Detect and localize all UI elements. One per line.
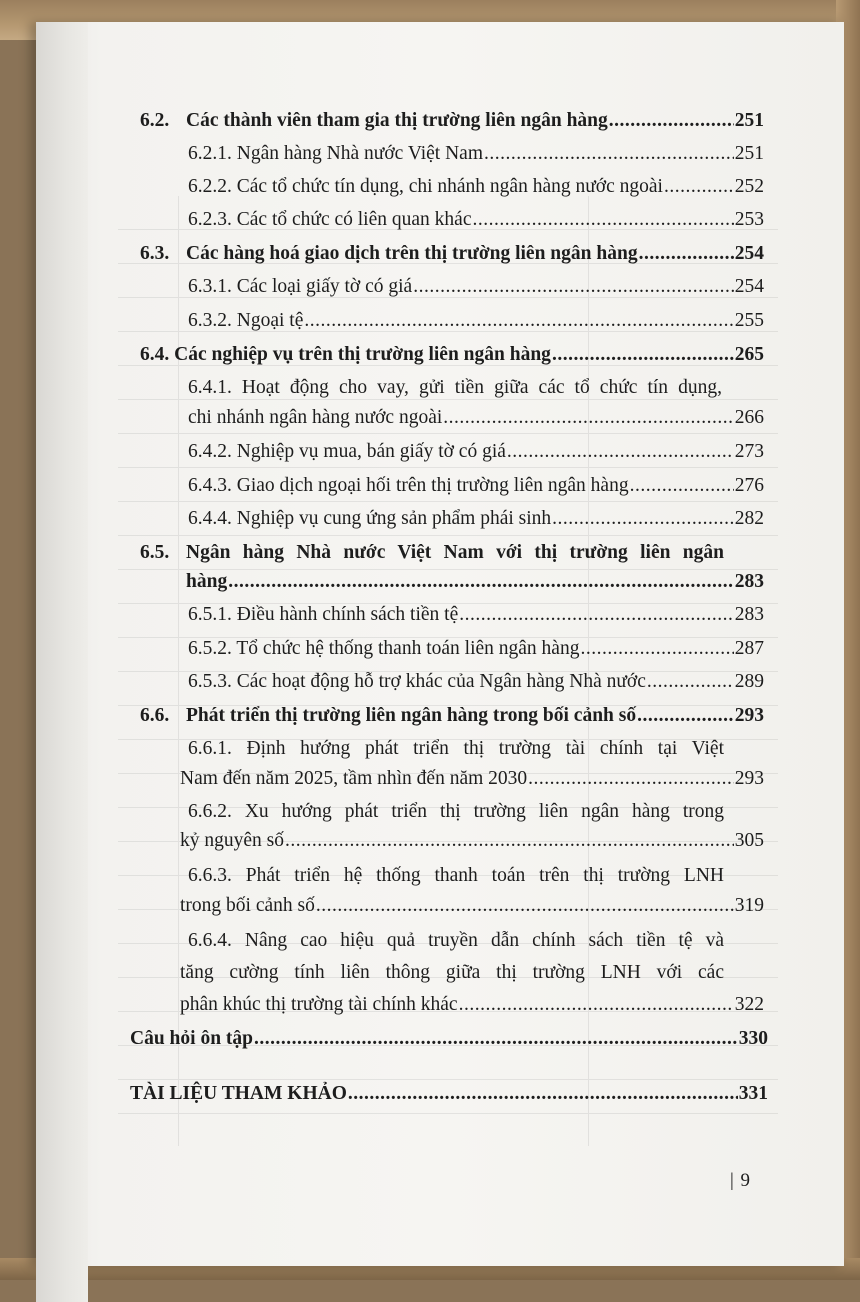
leader-dots [348, 1082, 738, 1106]
leader-dots [528, 767, 734, 791]
toc-page: 266 [734, 407, 764, 428]
toc-title: Phát triển thị trường liên ngân hàng trong bối cảnh số [186, 705, 637, 726]
toc-entry-6-6-4[interactable] [180, 993, 764, 1017]
toc-title: 6.5.2. Tổ chức hệ thống thanh toán liên ngân hàng [188, 638, 580, 659]
leader-dots [459, 993, 734, 1017]
toc-entry-6-6-4-line1[interactable]: 6.6.4. Nâng cao hiệu quả truyền dẫn chính sách tiền tệ và [188, 930, 724, 951]
toc-title: hàng [186, 571, 228, 592]
toc-title: 6.3.1. Các loại giấy tờ có giá [188, 276, 413, 297]
leader-dots [580, 637, 733, 661]
toc-entry-6-6-3-line1[interactable]: 6.6.3. Phát triển hệ thống thanh toán trên thị trường LNH [188, 865, 724, 886]
toc-number: 6.5. [140, 542, 170, 563]
toc-page: 293 [734, 768, 764, 789]
leader-dots [647, 670, 734, 694]
toc-entry-6-3[interactable] [140, 242, 764, 266]
leader-dots [664, 175, 734, 199]
toc-entry-6-5-2[interactable] [188, 637, 764, 661]
toc-entry-6-6-2[interactable] [180, 829, 764, 853]
toc-entry-6-5-1[interactable] [188, 603, 764, 627]
toc-page: 283 [734, 604, 764, 625]
toc-entry-6-2-3[interactable] [188, 208, 764, 232]
toc-entry-references[interactable] [130, 1082, 768, 1106]
toc-entry-6-4-2[interactable] [188, 440, 764, 464]
toc-page: 330 [738, 1028, 768, 1049]
toc-title: 6.4.2. Nghiệp vụ mua, bán giấy tờ có giá [188, 441, 506, 462]
leader-dots [484, 142, 734, 166]
leader-dots [552, 343, 734, 367]
toc-title: 6.5.3. Các hoạt động hỗ trợ khác của Ngân hàng Nhà nước [188, 671, 646, 692]
toc-title: kỷ nguyên số [180, 830, 284, 851]
toc-entry-6-4-1-line1[interactable]: 6.4.1. Hoạt động cho vay, gửi tiền giữa các tổ chức tín dụng, [188, 377, 722, 398]
toc-title: trong bối cảnh số [180, 895, 315, 916]
toc-title: Các thành viên tham gia thị trường liên ngân hàng [186, 110, 608, 131]
toc-entry-6-6-2-line1[interactable]: 6.6.2. Xu hướng phát triển thị trường liên ngân hàng trong [188, 801, 724, 822]
leader-dots [228, 570, 734, 594]
toc-title: Ngân hàng Nhà nước Việt Nam với thị trường liên ngân [186, 542, 724, 563]
leader-dots [413, 275, 734, 299]
leader-dots [472, 208, 733, 232]
toc-entry-6-4-3[interactable] [188, 474, 764, 498]
toc-title: 6.5.1. Điều hành chính sách tiền tệ [188, 604, 459, 625]
toc-title: Nam đến năm 2025, tầm nhìn đến năm 2030 [180, 768, 528, 789]
toc-page: 276 [734, 475, 764, 496]
toc-number: 6.6. [140, 705, 170, 726]
toc-page: 254 [734, 276, 764, 297]
toc-page: 283 [734, 571, 764, 592]
toc-entry-6-5[interactable] [186, 570, 764, 594]
toc-entry-6-2-1[interactable] [188, 142, 764, 166]
toc-page: 289 [734, 671, 764, 692]
toc-entry-6-4-4[interactable] [188, 507, 764, 531]
toc-entry-6-2[interactable] [140, 109, 764, 133]
toc-entry-6-6-3[interactable] [180, 894, 764, 918]
toc-page: 255 [734, 310, 764, 331]
toc-title: 6.4. Các nghiệp vụ trên thị trường liên ngân hàng [140, 344, 551, 365]
leader-dots [630, 474, 734, 498]
toc-title: chi nhánh ngân hàng nước ngoài [188, 407, 443, 428]
toc-page: 251 [734, 143, 764, 164]
toc-entry-6-6-4-line2[interactable]: tăng cường tính liên thông giữa thị trường LNH với các [180, 962, 724, 983]
toc-title: 6.4.3. Giao dịch ngoại hối trên thị trường liên ngân hàng [188, 475, 629, 496]
toc-title: Các hàng hoá giao dịch trên thị trường liên ngân hàng [186, 243, 638, 264]
toc-title: Câu hỏi ôn tập [130, 1028, 253, 1049]
toc-page: 253 [734, 209, 764, 230]
toc-entry-review-questions[interactable] [130, 1027, 768, 1051]
toc-page: 305 [734, 830, 764, 851]
leader-dots [507, 440, 734, 464]
toc-page: 254 [734, 243, 764, 264]
toc-entry-6-6[interactable] [140, 704, 764, 728]
toc-page: 265 [734, 344, 764, 365]
toc-title: 6.2.1. Ngân hàng Nhà nước Việt Nam [188, 143, 483, 164]
toc-number: 6.2. [140, 110, 170, 131]
page-number: | 9 [730, 1170, 752, 1191]
toc-entry-6-3-1[interactable] [188, 275, 764, 299]
toc-page: 322 [734, 994, 764, 1015]
toc-title: TÀI LIỆU THAM KHẢO [130, 1083, 347, 1104]
toc-entry-6-6-1[interactable] [180, 767, 764, 791]
toc-entry-6-3-2[interactable] [188, 309, 764, 333]
leader-dots [443, 406, 733, 430]
toc-page: 252 [734, 176, 764, 197]
toc-page: 287 [734, 638, 764, 659]
toc-page: 293 [734, 705, 764, 726]
leader-dots [639, 242, 734, 266]
toc-entry-6-5-3[interactable] [188, 670, 764, 694]
toc-entry-6-6-1-line1[interactable]: 6.6.1. Định hướng phát triển thị trường tài chính tại Việt [188, 738, 724, 759]
toc-entry-6-4[interactable] [140, 343, 764, 367]
toc-page: 251 [734, 110, 764, 131]
toc-title: 6.2.3. Các tổ chức có liên quan khác [188, 209, 472, 230]
toc-number: 6.3. [140, 243, 170, 264]
toc-title: 6.2.2. Các tổ chức tín dụng, chi nhánh ngân hàng nước ngoài [188, 176, 663, 197]
toc-page: 273 [734, 441, 764, 462]
toc-entry-6-4-1[interactable] [188, 406, 764, 430]
toc-title: phân khúc thị trường tài chính khác [180, 994, 458, 1015]
toc-page: 282 [734, 508, 764, 529]
leader-dots [459, 603, 734, 627]
toc-entry-6-2-2[interactable] [188, 175, 764, 199]
toc-title: 6.4.4. Nghiệp vụ cung ứng sản phẩm phái sinh [188, 508, 552, 529]
leader-dots [285, 829, 734, 853]
leader-dots [609, 109, 734, 133]
toc-page: 319 [734, 895, 764, 916]
leader-dots [316, 894, 734, 918]
leader-dots [304, 309, 733, 333]
leader-dots [637, 704, 734, 728]
toc-page: 331 [738, 1083, 768, 1104]
toc-title: 6.3.2. Ngoại tệ [188, 310, 304, 331]
leader-dots [254, 1027, 738, 1051]
toc-entry-6-5-line1[interactable] [140, 541, 724, 565]
leader-dots [552, 507, 734, 531]
